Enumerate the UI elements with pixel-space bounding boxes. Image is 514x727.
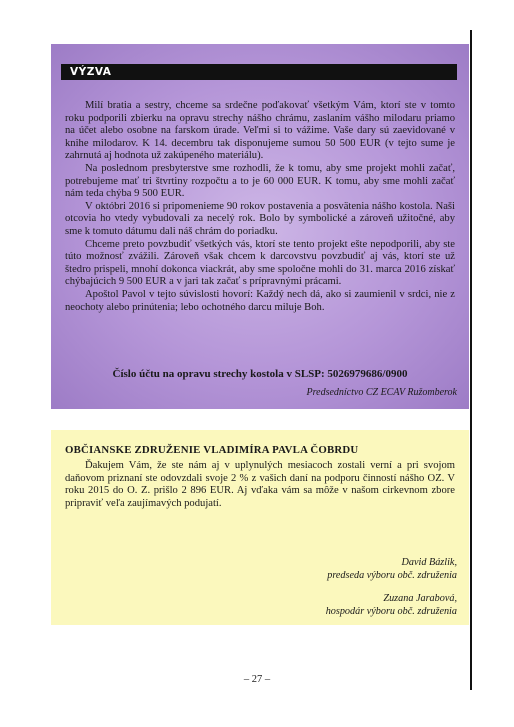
signature-block bbox=[157, 593, 457, 618]
appeal-paragraph: V októbri 2016 si pripomenieme 90 rokov postavenia a posvätenia nášho kostola. Naši otcovia ho vtedy vybudovali za necelý rok. Bolo by symbolické a zároveň užitočné, aby sme k tomuto dátumu dali náš chrám do poriadku. bbox=[65, 200, 455, 237]
association-body bbox=[65, 460, 455, 510]
association-signatures bbox=[157, 557, 457, 629]
page-number: – 27 – bbox=[243, 674, 271, 685]
signature-role: hospodár výboru obč. združenia bbox=[325, 605, 457, 617]
appeal-signature: Predsedníctvo CZ ECAV Ružomberok bbox=[306, 387, 457, 398]
appeal-title: VÝZVA bbox=[61, 64, 457, 80]
account-number: Číslo účtu na opravu strechy kostola v SLSP: 5026979686/0900 bbox=[112, 368, 408, 380]
association-paragraph: Ďakujem Vám, že ste nám aj v uplynulých mesiacoch zostali verní a pri svojom daňovom priznaní ste odovzdali svoje 2 % z vašich daní na podporu činností nášho OZ. V roku 2015 do O. Z. prišlo 2 896 EUR. Aj vďaka vám sa môže v našom cirkevnom zbore pripraviť veľa zaujímavých podujatí. bbox=[65, 460, 455, 509]
signature-role: predseda výboru obč. združenia bbox=[327, 569, 457, 581]
appeal-box bbox=[51, 44, 469, 409]
appeal-paragraph: Apoštol Pavol v tejto súvislosti hovorí: Každý nech dá, ako si zaumienil v srdci, nie z neochoty alebo prinútenia; lebo ochotného darcu miluje Boh. bbox=[65, 288, 455, 313]
signature-name: Zuzana Jarabová, bbox=[383, 593, 457, 605]
appeal-paragraph: Milí bratia a sestry, chceme sa srdečne poďakovať všetkým Vám, ktorí ste v tomto roku podporili zbierku na opravu strechy nášho chrámu, zaslaním vášho milodaru priamo na účet alebo osobne na farskom úrade. Veľmi si to vážime. Vaše dary sú zaevidované v knihe milodarov. K 14. decembru tak disponujeme sumou 50 500 EUR (v tejto sume je zahrnutá aj hodnota už zakúpeného materiálu). bbox=[65, 100, 455, 162]
signature-block bbox=[157, 557, 457, 582]
appeal-paragraph: Na poslednom presbyterstve sme rozhodli, že k tomu, aby sme projekt mohli začať, potrebujeme mať tri štvrtiny rozpočtu a to je 60 000 EUR. K tomu, aby sme mohli začať nám teda chýba 9 500 EUR. bbox=[65, 162, 455, 200]
association-title: OBČIANSKE ZDRUŽENIE VLADIMÍRA PAVLA ČOBRDU bbox=[65, 444, 359, 456]
signature-name: David Bázlik, bbox=[401, 557, 457, 568]
appeal-paragraph: Chceme preto povzbudiť všetkých vás, ktorí ste tento projekt ešte nepodporili, aby ste túto možnosť zvážili. Zároveň však chcem k darcovstvu povzbudiť aj vás, ktorí ste už štedro prispeli, mnohí dokonca viackrát, aby sme spoločne mohli do 31. marca 2016 získať chýbajúcich 9 500 EUR a v jari tak začať s prípravnými prácami. bbox=[65, 238, 455, 288]
appeal-body bbox=[65, 100, 455, 314]
association-box bbox=[51, 430, 469, 625]
